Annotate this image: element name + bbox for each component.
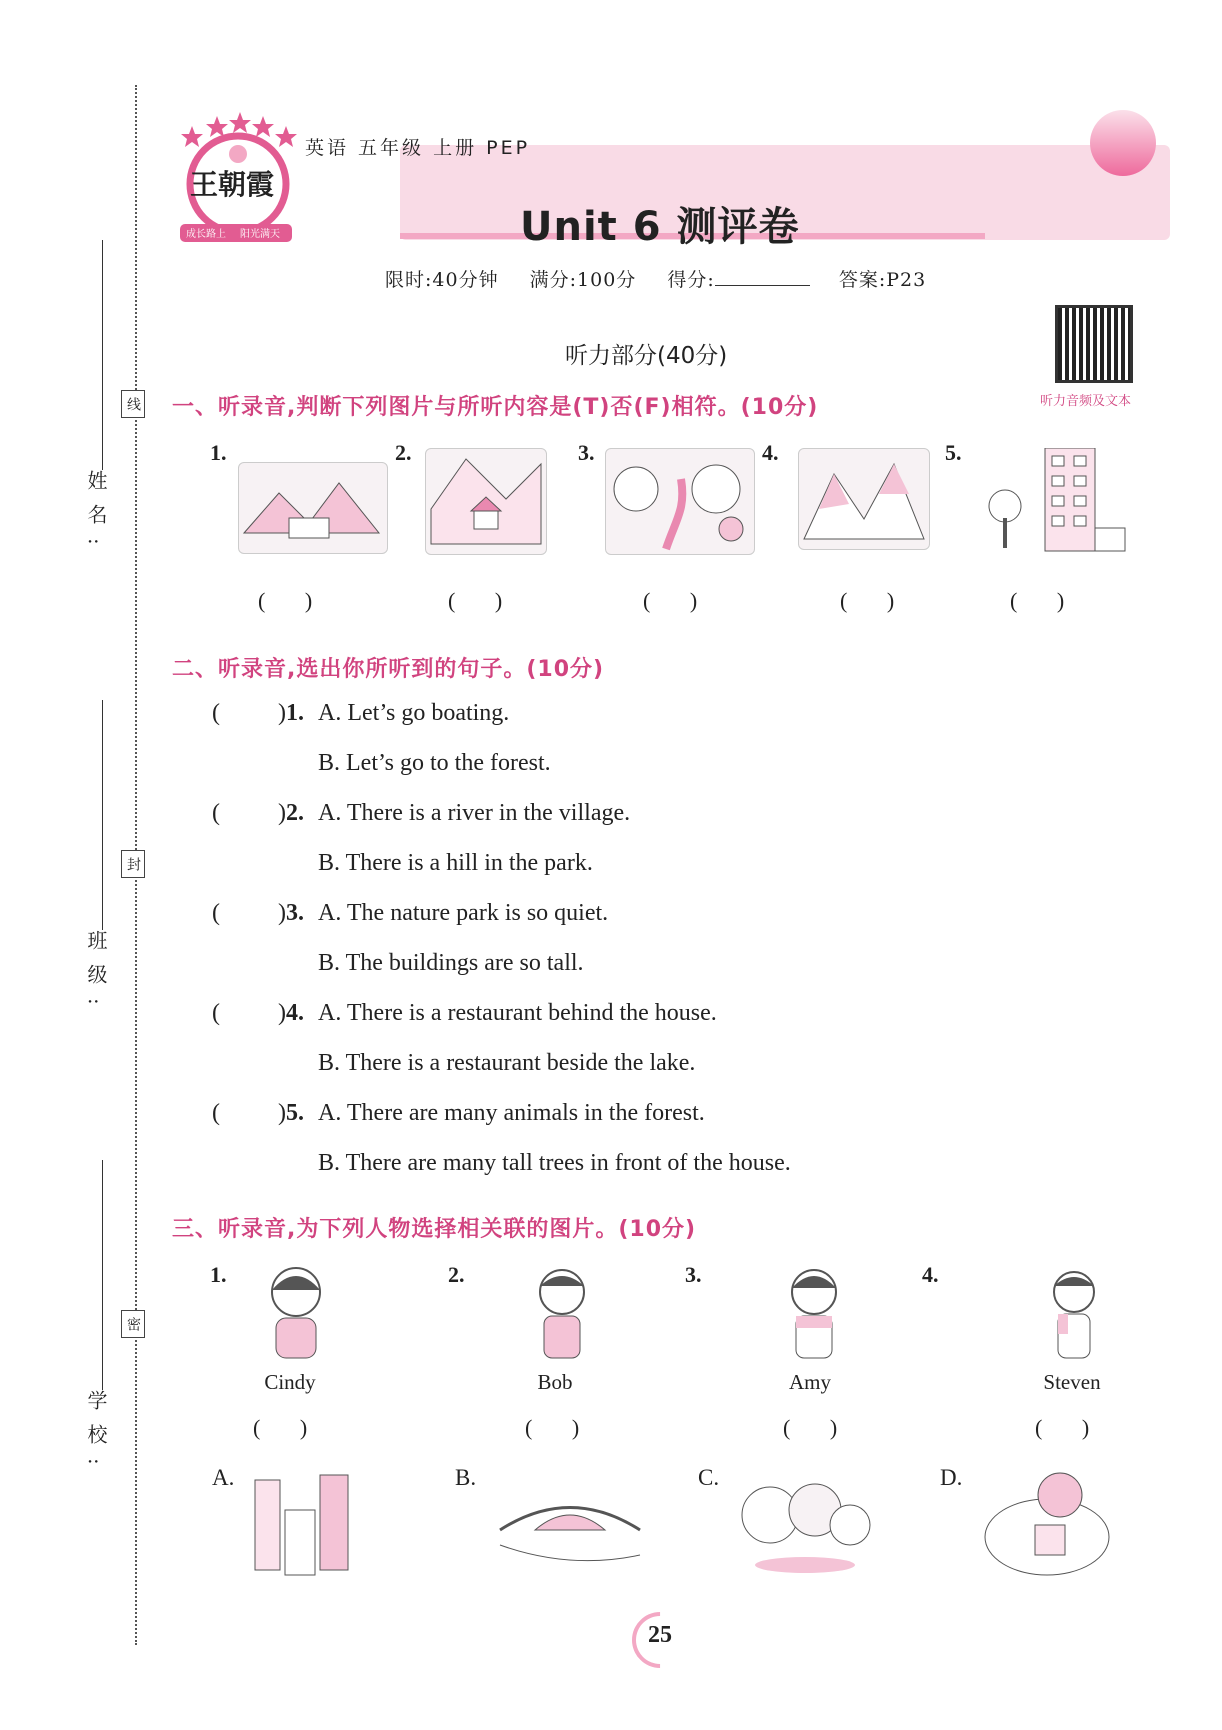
s2-answer-1[interactable]: ( )1. xyxy=(212,700,304,726)
s1-answer-2[interactable]: ( ) xyxy=(448,588,503,613)
playground-picture xyxy=(980,1465,1115,1580)
s2-item5-option-a: A. There are many animals in the forest. xyxy=(318,1100,705,1126)
seal-mark-seal: 封 xyxy=(121,850,145,878)
s3-answer-1[interactable]: ( ) xyxy=(253,1415,308,1440)
name-label: 姓名: xyxy=(84,470,108,559)
s2-item1-option-b: B. Let’s go to the forest. xyxy=(318,750,551,776)
qr-label: 听力音频及文本 xyxy=(1040,394,1132,409)
s3-answer-3[interactable]: ( ) xyxy=(783,1415,838,1440)
s2-answer-4[interactable]: ( )4. xyxy=(212,1000,304,1026)
score-blank[interactable] xyxy=(715,271,810,286)
class-blank-line[interactable] xyxy=(102,700,103,930)
s2-item2-option-a: A. There is a river in the village. xyxy=(318,800,631,826)
s2-item5-option-b: B. There are many tall trees in front of the house. xyxy=(318,1150,791,1176)
class-label: 班级: xyxy=(84,930,108,1019)
listening-part-title: 听力部分(40分) xyxy=(565,343,728,369)
s2-answer-2[interactable]: ( )2. xyxy=(212,800,304,826)
s2-num-3: 3. xyxy=(286,900,304,926)
s1-answer-5[interactable]: ( ) xyxy=(1010,588,1065,613)
person-name-cindy: Cindy xyxy=(264,1370,316,1394)
s3-num-4: 4. xyxy=(922,1262,939,1287)
page-title: Unit 6 测评卷 xyxy=(520,204,800,250)
logo-tagline-left: 成长路上 xyxy=(186,229,226,240)
page-number: 25 xyxy=(648,1622,672,1648)
school-label: 学校: xyxy=(84,1390,108,1479)
tall-building-picture xyxy=(980,448,1128,553)
village-picture xyxy=(238,462,388,554)
s1-answer-4[interactable]: ( ) xyxy=(840,588,895,613)
qr-code-icon[interactable] xyxy=(1055,305,1133,383)
s1-num-2: 2. xyxy=(395,440,412,465)
s2-item4-option-a: A. There is a restaurant behind the house. xyxy=(318,1000,717,1026)
city-buildings-picture xyxy=(250,1470,365,1580)
school-blank-line[interactable] xyxy=(102,1160,103,1390)
hill-house-picture xyxy=(425,448,547,555)
s2-num-1: 1. xyxy=(286,700,304,726)
s1-answer-1[interactable]: ( ) xyxy=(258,588,313,613)
s1-num-1: 1. xyxy=(210,440,227,465)
s2-num-2: 2. xyxy=(286,800,304,826)
s3-answer-4[interactable]: ( ) xyxy=(1035,1415,1090,1440)
name-blank-line[interactable] xyxy=(102,240,103,470)
steven-figure-icon xyxy=(1040,1262,1108,1362)
s1-num-4: 4. xyxy=(762,440,779,465)
section2-heading: 二、听录音,选出你所听到的句子。(10分) xyxy=(172,657,605,682)
s2-answer-3[interactable]: ( )3. xyxy=(212,900,304,926)
exam-meta xyxy=(385,265,926,292)
person-name-steven: Steven xyxy=(1043,1370,1101,1394)
s2-item2-option-b: B. There is a hill in the park. xyxy=(318,850,593,876)
s3-option-c-label: C. xyxy=(698,1465,720,1490)
s3-num-3: 3. xyxy=(685,1262,702,1287)
bob-figure-icon xyxy=(528,1262,596,1362)
logo-tagline-right: 阳光满天 xyxy=(240,229,280,240)
amy-figure-icon xyxy=(780,1262,848,1362)
section1-heading: 一、听录音,判断下列图片与所听内容是(T)否(F)相符。(10分) xyxy=(172,395,819,420)
s1-num-3: 3. xyxy=(578,440,595,465)
seal-mark-secret: 密 xyxy=(121,1310,145,1338)
s2-num-4: 4. xyxy=(286,1000,304,1026)
score-label: 得分: xyxy=(667,269,715,291)
trees-picture xyxy=(735,1475,875,1575)
s3-answer-2[interactable]: ( ) xyxy=(525,1415,580,1440)
person-name-amy: Amy xyxy=(789,1370,831,1394)
s3-num-1: 1. xyxy=(210,1262,227,1287)
forest-river-picture xyxy=(605,448,755,555)
sun-decoration-icon xyxy=(1090,110,1156,176)
bridge-picture xyxy=(495,1475,645,1575)
mountains-picture xyxy=(798,448,930,550)
s2-item1-option-a: A. Let’s go boating. xyxy=(318,700,510,726)
person-name-bob: Bob xyxy=(537,1370,573,1394)
s2-item4-option-b: B. There is a restaurant beside the lake. xyxy=(318,1050,696,1076)
s2-item3-option-a: A. The nature park is so quiet. xyxy=(318,900,609,926)
s3-option-b-label: B. xyxy=(455,1465,477,1490)
s2-answer-5[interactable]: ( )5. xyxy=(212,1100,304,1126)
full-score: 满分:100分 xyxy=(529,269,637,291)
s1-answer-3[interactable]: ( ) xyxy=(643,588,698,613)
s2-num-5: 5. xyxy=(286,1100,304,1126)
s3-option-d-label: D. xyxy=(940,1465,963,1490)
s2-item3-option-b: B. The buildings are so tall. xyxy=(318,950,584,976)
time-limit: 限时:40分钟 xyxy=(385,269,499,291)
s3-num-2: 2. xyxy=(448,1262,465,1287)
answer-ref: 答案:P23 xyxy=(838,269,927,291)
logo-brand-text: 王朝霞 xyxy=(190,168,275,201)
cindy-figure-icon xyxy=(262,1262,330,1362)
s1-num-5: 5. xyxy=(945,440,962,465)
seal-mark-line: 线 xyxy=(121,390,145,418)
section3-heading: 三、听录音,为下列人物选择相关联的图片。(10分) xyxy=(172,1217,697,1242)
subject-line: 英语 五年级 上册 PEP xyxy=(305,137,531,159)
s3-option-a-label: A. xyxy=(212,1465,235,1490)
